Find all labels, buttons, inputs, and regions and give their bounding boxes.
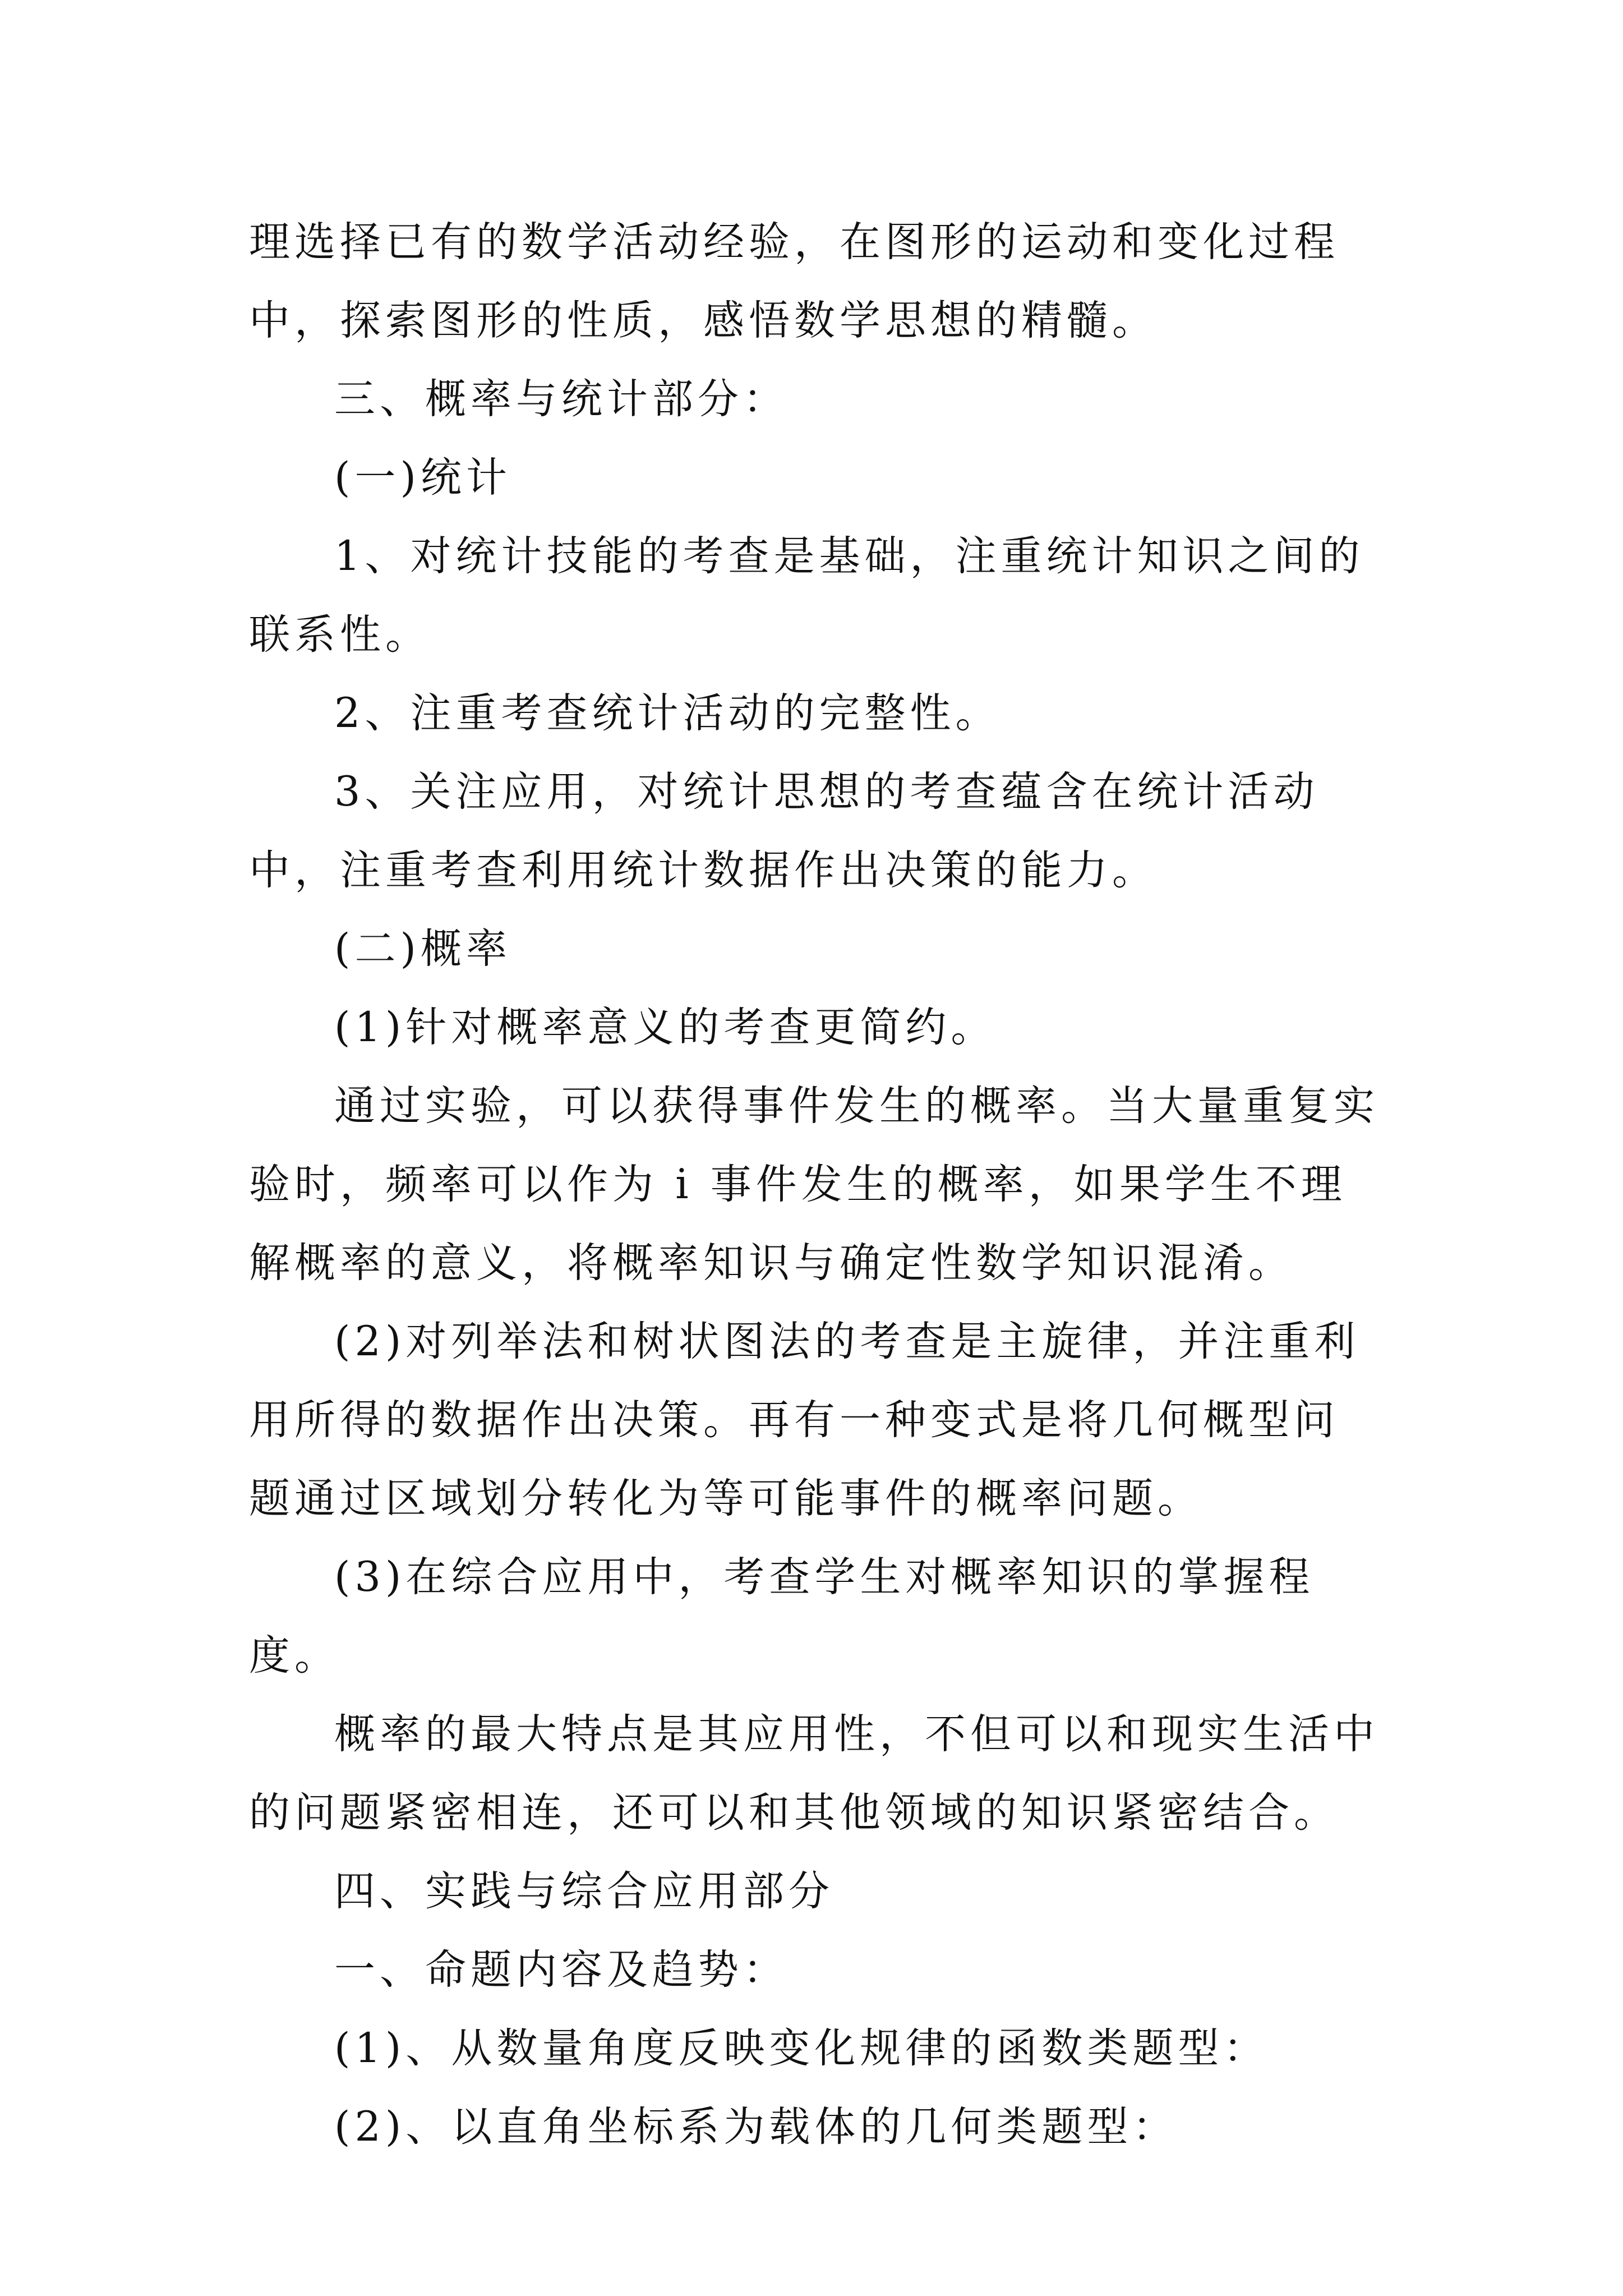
probability-point-2: (2)对列举法和树状图法的考查是主旋律，并注重利用所得的数据作出决策。再有一种变式是将几何概型问题通过区域划分转化为等可能事件的概率问题。 [249,1318,1360,1522]
trend-point-2: (2)、以直角坐标系为载体的几何类题型： [334,2103,1178,2151]
subsection-heading-probability: (二)概率 [334,925,511,973]
section-heading-probability-statistics: 三、概率与统计部分： [334,375,789,423]
probability-explanation-1: 通过实验，可以获得事件发生的概率。当大量重复实验时，频率可以作为 i 事件发生的概率，如果学生不理解概率的意义，将概率知识与确定性数学知识混淆。 [249,1082,1379,1287]
statistics-point-3: 3、关注应用，对统计思想的考查蕴含在统计活动中，注重考查利用统计数据作出决策的能力。 [249,768,1319,894]
statistics-point-1: 1、对统计技能的考查是基础，注重统计知识之间的联系性。 [249,532,1364,659]
section-heading-practice-application: 四、实践与综合应用部分 [334,1867,834,1915]
probability-point-3: (3)在综合应用中，考查学生对概率知识的掌握程度。 [249,1553,1315,1680]
probability-explanation-2: 概率的最大特点是其应用性，不但可以和现实生活中的问题紧密相连，还可以和其他领域的知识紧密结合。 [249,1710,1379,1837]
paragraph-1: 理选择已有的数学活动经验，在图形的运动和变化过程中，探索图形的性质，感悟数学思想的精髓。 [249,218,1339,344]
trend-point-1: (1)、从数量角度反映变化规律的函数类题型： [334,2024,1269,2072]
document-body [249,203,1382,2166]
probability-point-1: (1)针对概率意义的考查更简约。 [334,1004,997,1051]
subsection-heading-statistics: (一)统计 [334,454,511,501]
statistics-point-2: 2、注重考查统计活动的完整性。 [334,689,1001,737]
subsection-heading-content-trends: 一、命题内容及趋势： [334,1946,789,1994]
